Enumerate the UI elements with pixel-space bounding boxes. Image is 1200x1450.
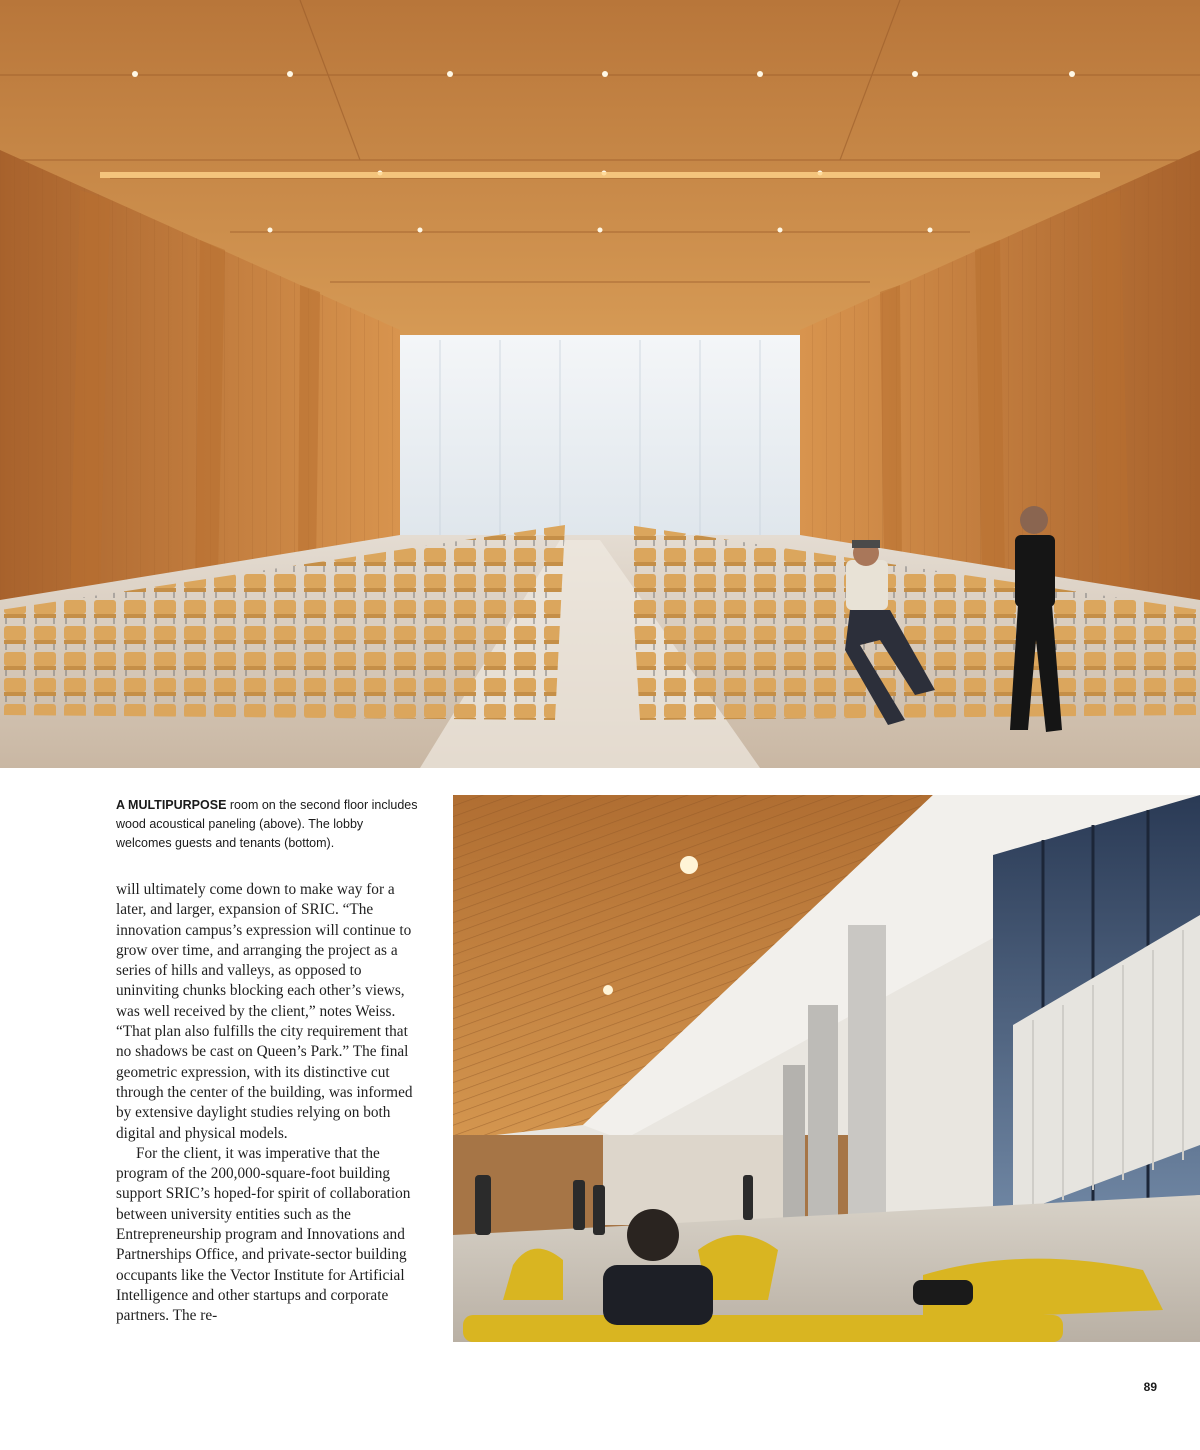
article-body [116, 880, 421, 1327]
body-paragraph: For the client, it was imperative that the program of the 200,000-square-foot building support SRIC’s hoped-for spirit of collaboration between university entities such as the Entrepreneurship program and Innovations and Partnerships Office, and private-sector building occupants like the Vector Institute for Artificial Intelligence and other startups and corporate partners. The re- [116, 1144, 411, 1325]
body-paragraph: will ultimately come down to make way for a later, and larger, expansion of SRIC. “The innovation campus’s expression will continue to grow over time, and arranging the project as a series of hills and valleys, as opposed to uninviting chunks blocking each other’s views, was well received by the client,” notes Weiss. “That plan also fulfills the city requirement that no shadows be cast on Queen’s Park.” The final geometric expression, with its distinctive cut through the center of the building, was informed by extensive daylight studies relying on both digital and physical models. [116, 881, 413, 1142]
lobby-photo [453, 795, 1200, 1342]
photo-caption [116, 796, 421, 853]
page-number: 89 [1143, 1380, 1157, 1394]
caption-lead: A MULTIPURPOSE [116, 798, 227, 812]
caption-text: room on the second floor includes wood acoustical paneling (above). The lobby welcomes guests and tenants (bottom). [116, 798, 418, 850]
